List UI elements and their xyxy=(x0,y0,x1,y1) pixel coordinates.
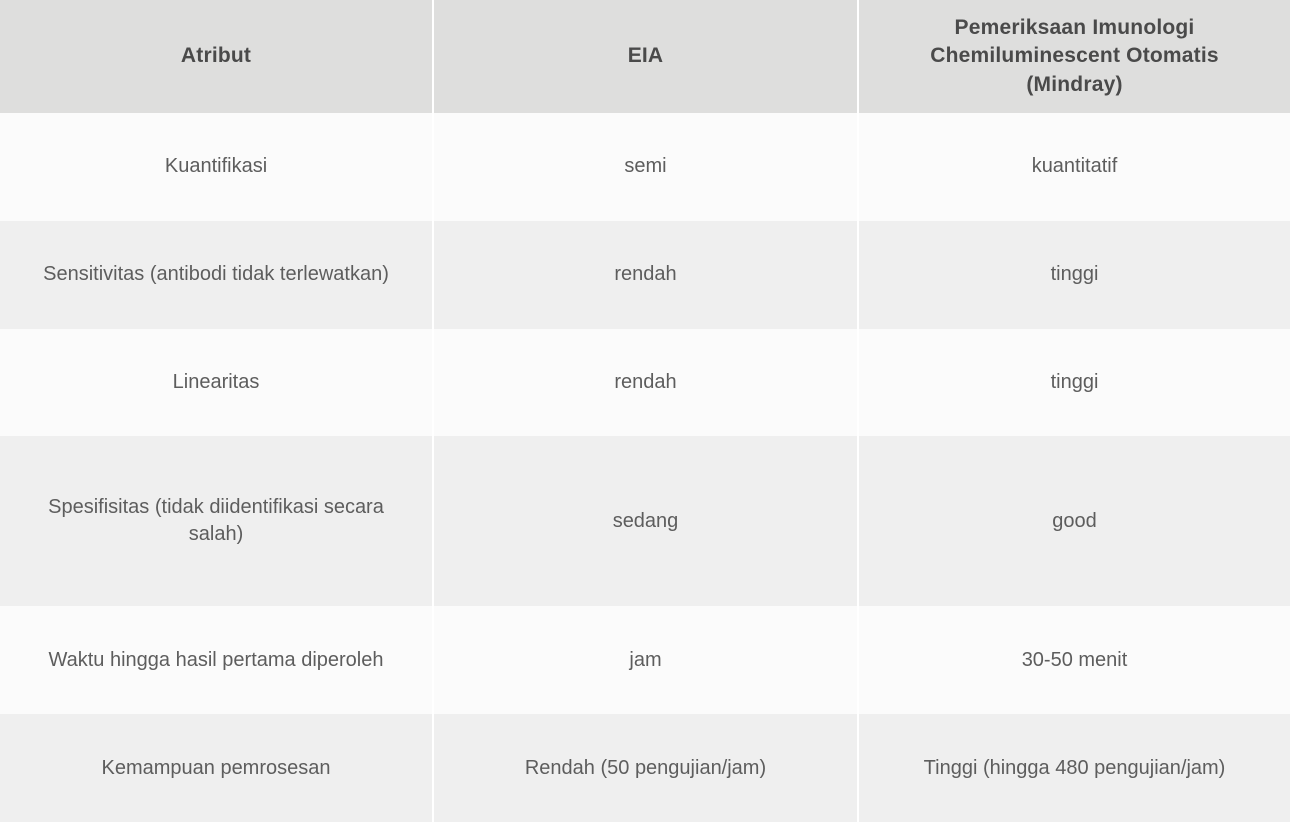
cell-eia-text: semi xyxy=(624,155,667,178)
table-body xyxy=(0,113,1290,822)
cell-mindray xyxy=(858,714,1290,822)
cell-attribute-text: Linearitas xyxy=(172,371,260,394)
table-row xyxy=(0,714,1290,822)
column-header-attribute-text: Atribut xyxy=(180,44,252,68)
cell-mindray-text: tinggi xyxy=(1050,263,1099,286)
column-header-mindray xyxy=(858,0,1290,113)
cell-mindray xyxy=(858,221,1290,329)
table-header-row xyxy=(0,0,1290,113)
cell-eia xyxy=(433,113,858,221)
cell-attribute-text: Sensitivitas (antibodi tidak terlewatkan) xyxy=(43,263,389,286)
cell-attribute-text: Spesifisitas (tidak diidentifikasi secara salah) xyxy=(48,496,384,546)
cell-attribute xyxy=(0,606,433,714)
column-header-eia-text: EIA xyxy=(627,44,664,68)
cell-mindray xyxy=(858,113,1290,221)
cell-attribute xyxy=(0,714,433,822)
cell-mindray-text: tinggi xyxy=(1050,371,1099,394)
cell-mindray xyxy=(858,606,1290,714)
cell-eia-text: rendah xyxy=(614,371,677,394)
cell-eia-text: Rendah (50 pengujian/jam) xyxy=(524,756,767,779)
cell-attribute-text: Waktu hingga hasil pertama diperoleh xyxy=(48,648,384,671)
cell-eia-text: jam xyxy=(629,648,662,671)
table-row xyxy=(0,113,1290,221)
column-header-mindray-text: Pemeriksaan Imunologi Chemiluminescent Otomatis (Mindray) xyxy=(930,15,1219,96)
cell-attribute xyxy=(0,221,433,329)
table-row xyxy=(0,606,1290,714)
cell-eia-text: sedang xyxy=(612,509,679,532)
cell-eia xyxy=(433,606,858,714)
table-row xyxy=(0,221,1290,329)
column-header-attribute xyxy=(0,0,433,113)
cell-attribute xyxy=(0,329,433,437)
cell-mindray xyxy=(858,436,1290,606)
cell-attribute xyxy=(0,113,433,221)
cell-mindray-text: Tinggi (hingga 480 pengujian/jam) xyxy=(923,756,1226,779)
cell-mindray-text: good xyxy=(1052,509,1097,532)
cell-eia xyxy=(433,329,858,437)
cell-mindray-text: kuantitatif xyxy=(1031,155,1118,178)
cell-eia-text: rendah xyxy=(614,263,677,286)
cell-eia xyxy=(433,436,858,606)
table-row xyxy=(0,436,1290,606)
cell-attribute xyxy=(0,436,433,606)
column-header-eia xyxy=(433,0,858,113)
table-row xyxy=(0,329,1290,437)
cell-eia xyxy=(433,221,858,329)
cell-mindray xyxy=(858,329,1290,437)
cell-mindray-text: 30-50 menit xyxy=(1021,648,1128,671)
cell-eia xyxy=(433,714,858,822)
cell-attribute-text: Kuantifikasi xyxy=(164,155,268,178)
table-header xyxy=(0,0,1290,113)
cell-attribute-text: Kemampuan pemrosesan xyxy=(101,756,331,779)
